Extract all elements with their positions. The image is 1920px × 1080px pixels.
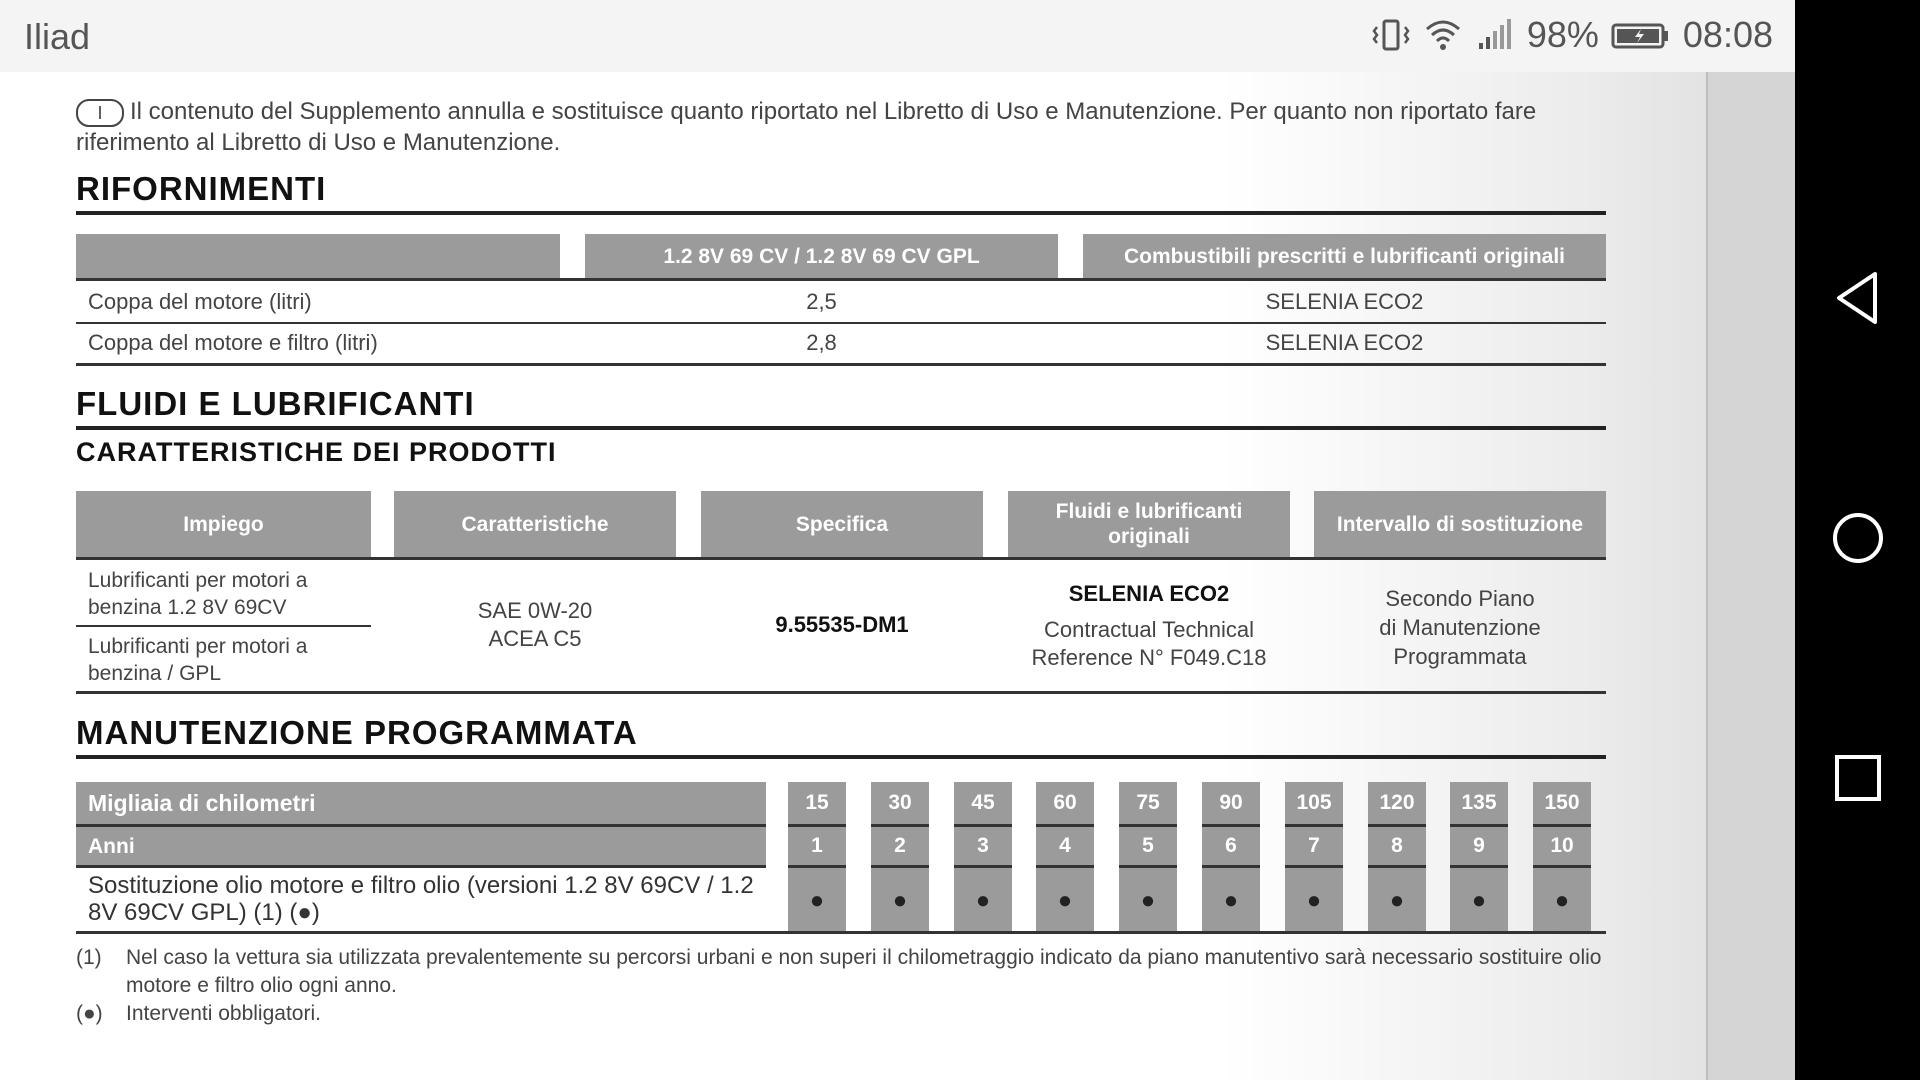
- home-button[interactable]: [1795, 485, 1920, 595]
- page-margin: [1708, 72, 1795, 1080]
- footnote-1-mark: (1): [76, 946, 102, 969]
- vibrate-icon: [1371, 17, 1411, 53]
- maintenance-bullet: ●: [1140, 887, 1156, 914]
- rifornimenti-header-engine: 1.2 8V 69 CV / 1.2 8V 69 CV GPL: [585, 234, 1058, 278]
- km-value: 90: [1219, 791, 1243, 814]
- status-bar: [0, 0, 1795, 72]
- product-name: SELENIA ECO2: [1068, 581, 1230, 606]
- cell-rule: [1450, 865, 1508, 868]
- fluidi-interval: [1314, 584, 1606, 671]
- section-title-fluidi: FLUIDI E LUBRIFICANTI: [76, 385, 475, 422]
- signal-icon: [1475, 17, 1515, 53]
- footnote-2-mark: (●): [76, 1002, 103, 1025]
- fluidi-header-caratteristiche: Caratteristiche: [394, 491, 676, 557]
- footnote-1-text: Nel caso la vettura sia utilizzata prevalentemente su percorsi urbani e non superi il chilometraggio indicato da piano manutentivo sarà necessario sostituire olio motore e filtro olio ogni anno.: [126, 946, 1602, 997]
- rifornimenti-row-label: Coppa del motore e filtro (litri): [88, 330, 378, 355]
- back-button[interactable]: [1795, 245, 1920, 355]
- years-label: Anni: [76, 827, 766, 865]
- info-icon: I: [76, 99, 124, 127]
- table-rule: [76, 557, 1606, 560]
- maintenance-bullet: ●: [1554, 887, 1570, 914]
- rifornimenti-row-value: 2,5: [806, 289, 837, 314]
- table-rule: [76, 322, 1606, 324]
- recents-button[interactable]: [1795, 725, 1920, 835]
- cell-rule: [1533, 865, 1591, 868]
- fluidi-characteristics: [394, 597, 676, 653]
- table-rule: [76, 691, 1606, 694]
- footnote-1: [76, 944, 1606, 1000]
- cell-rule: [1202, 865, 1260, 868]
- km-value: 45: [971, 791, 995, 814]
- rifornimenti-row-value: 2,8: [806, 330, 837, 355]
- maintenance-task: Sostituzione olio motore e filtro olio (versioni 1.2 8V 69CV / 1.2 8V 69CV GPL) (1) (●): [88, 872, 754, 926]
- year-value: 8: [1391, 834, 1403, 857]
- characteristics-acea: ACEA C5: [488, 626, 582, 651]
- year-value: 3: [977, 834, 989, 857]
- year-value: 5: [1142, 834, 1154, 857]
- battery-percent: 98%: [1526, 14, 1599, 55]
- home-icon: [1831, 511, 1885, 570]
- km-value: 120: [1379, 791, 1415, 814]
- section-rule: [76, 211, 1606, 215]
- rifornimenti-row-product: SELENIA ECO2: [1265, 289, 1424, 314]
- year-value: 6: [1225, 834, 1237, 857]
- fluidi-header-impiego: Impiego: [76, 491, 371, 557]
- maintenance-bullet: ●: [892, 887, 908, 914]
- back-icon: [1833, 270, 1883, 331]
- rifornimenti-header-blank: [76, 234, 560, 278]
- maintenance-bullet: ●: [809, 887, 825, 914]
- km-value: 30: [888, 791, 912, 814]
- section-title-rifornimenti: RIFORNIMENTI: [76, 170, 327, 207]
- fluidi-header-specifica: Specifica: [701, 491, 983, 557]
- km-value: 135: [1461, 791, 1497, 814]
- interval-line1: Secondo Piano: [1385, 586, 1535, 611]
- cell-rule: [1285, 865, 1343, 868]
- fluidi-header-fluidi: Fluidi e lubrificanti originali: [1008, 491, 1290, 557]
- footnote-2: [76, 1000, 1606, 1028]
- fluidi-use-2: Lubrificanti per motori a benzina / GPL: [88, 635, 308, 685]
- year-value: 10: [1550, 834, 1574, 857]
- intro-text: Il contenuto del Supplemento annulla e sostituisce quanto riportato nel Libretto di Uso e Manutenzione. Per quanto non riportato fare riferimento al Libretto di Uso e Manutenzione.: [76, 98, 1537, 156]
- km-value: 60: [1053, 791, 1077, 814]
- km-value: 150: [1544, 791, 1580, 814]
- year-value: 4: [1059, 834, 1071, 857]
- table-rule: [76, 278, 1606, 281]
- clock: 08:08: [1682, 14, 1773, 55]
- table-rule: [76, 865, 766, 868]
- document-page[interactable]: [0, 72, 1795, 1080]
- cell-rule: [1119, 865, 1177, 868]
- cell-rule: [1368, 865, 1426, 868]
- fluidi-spec: 9.55535-DM1: [775, 612, 909, 637]
- cell-rule: [1036, 865, 1094, 868]
- product-ref-line1: Contractual Technical: [1044, 617, 1254, 642]
- maintenance-bullet: ●: [1306, 887, 1322, 914]
- rifornimenti-row-label: Coppa del motore (litri): [88, 289, 312, 314]
- cell-rule: [788, 865, 846, 868]
- rifornimenti-header-products: Combustibili prescritti e lubrificanti originali: [1083, 234, 1606, 278]
- status-icons: [1371, 14, 1773, 56]
- year-value: 7: [1308, 834, 1320, 857]
- carrier-name: Iliad: [24, 16, 91, 57]
- maintenance-bullet: ●: [1471, 887, 1487, 914]
- km-value: 75: [1136, 791, 1160, 814]
- interval-line2: di Manutenzione: [1379, 615, 1541, 640]
- section-rule: [76, 426, 1606, 430]
- cell-rule: [76, 625, 371, 627]
- product-ref-line2: Reference N° F049.C18: [1031, 645, 1267, 670]
- maintenance-bullet: ●: [1057, 887, 1073, 914]
- recents-icon: [1833, 753, 1883, 808]
- cell-rule: [954, 865, 1012, 868]
- footnote-2-text: Interventi obbligatori.: [126, 1002, 321, 1025]
- km-label: Migliaia di chilometri: [76, 782, 766, 824]
- interval-line3: Programmata: [1393, 644, 1527, 669]
- characteristics-sae: SAE 0W-20: [477, 598, 593, 623]
- year-value: 2: [894, 834, 906, 857]
- fluidi-use-1: Lubrificanti per motori a benzina 1.2 8V 69CV: [88, 569, 308, 619]
- section-subtitle-caratteristiche: CARATTERISTICHE DEI PRODOTTI: [76, 437, 557, 467]
- km-value: 105: [1296, 791, 1332, 814]
- fluidi-product: [1008, 580, 1290, 672]
- section-title-manutenzione: MANUTENZIONE PROGRAMMATA: [76, 714, 638, 751]
- km-value: 15: [805, 791, 829, 814]
- cell-rule: [871, 865, 929, 868]
- fluidi-header-intervallo: Intervallo di sostituzione: [1314, 491, 1606, 557]
- navigation-bar: [1795, 0, 1920, 1080]
- maintenance-bullet: ●: [975, 887, 991, 914]
- rifornimenti-row-product: SELENIA ECO2: [1265, 330, 1424, 355]
- year-value: 1: [811, 834, 823, 857]
- wifi-icon: [1423, 17, 1463, 53]
- table-rule: [76, 363, 1606, 366]
- battery-icon: [1611, 17, 1671, 53]
- maintenance-bullet: ●: [1389, 887, 1405, 914]
- table-rule: [76, 931, 1606, 934]
- intro-paragraph: [76, 96, 1606, 158]
- maintenance-bullet: ●: [1223, 887, 1239, 914]
- section-rule: [76, 755, 1606, 759]
- year-value: 9: [1473, 834, 1485, 857]
